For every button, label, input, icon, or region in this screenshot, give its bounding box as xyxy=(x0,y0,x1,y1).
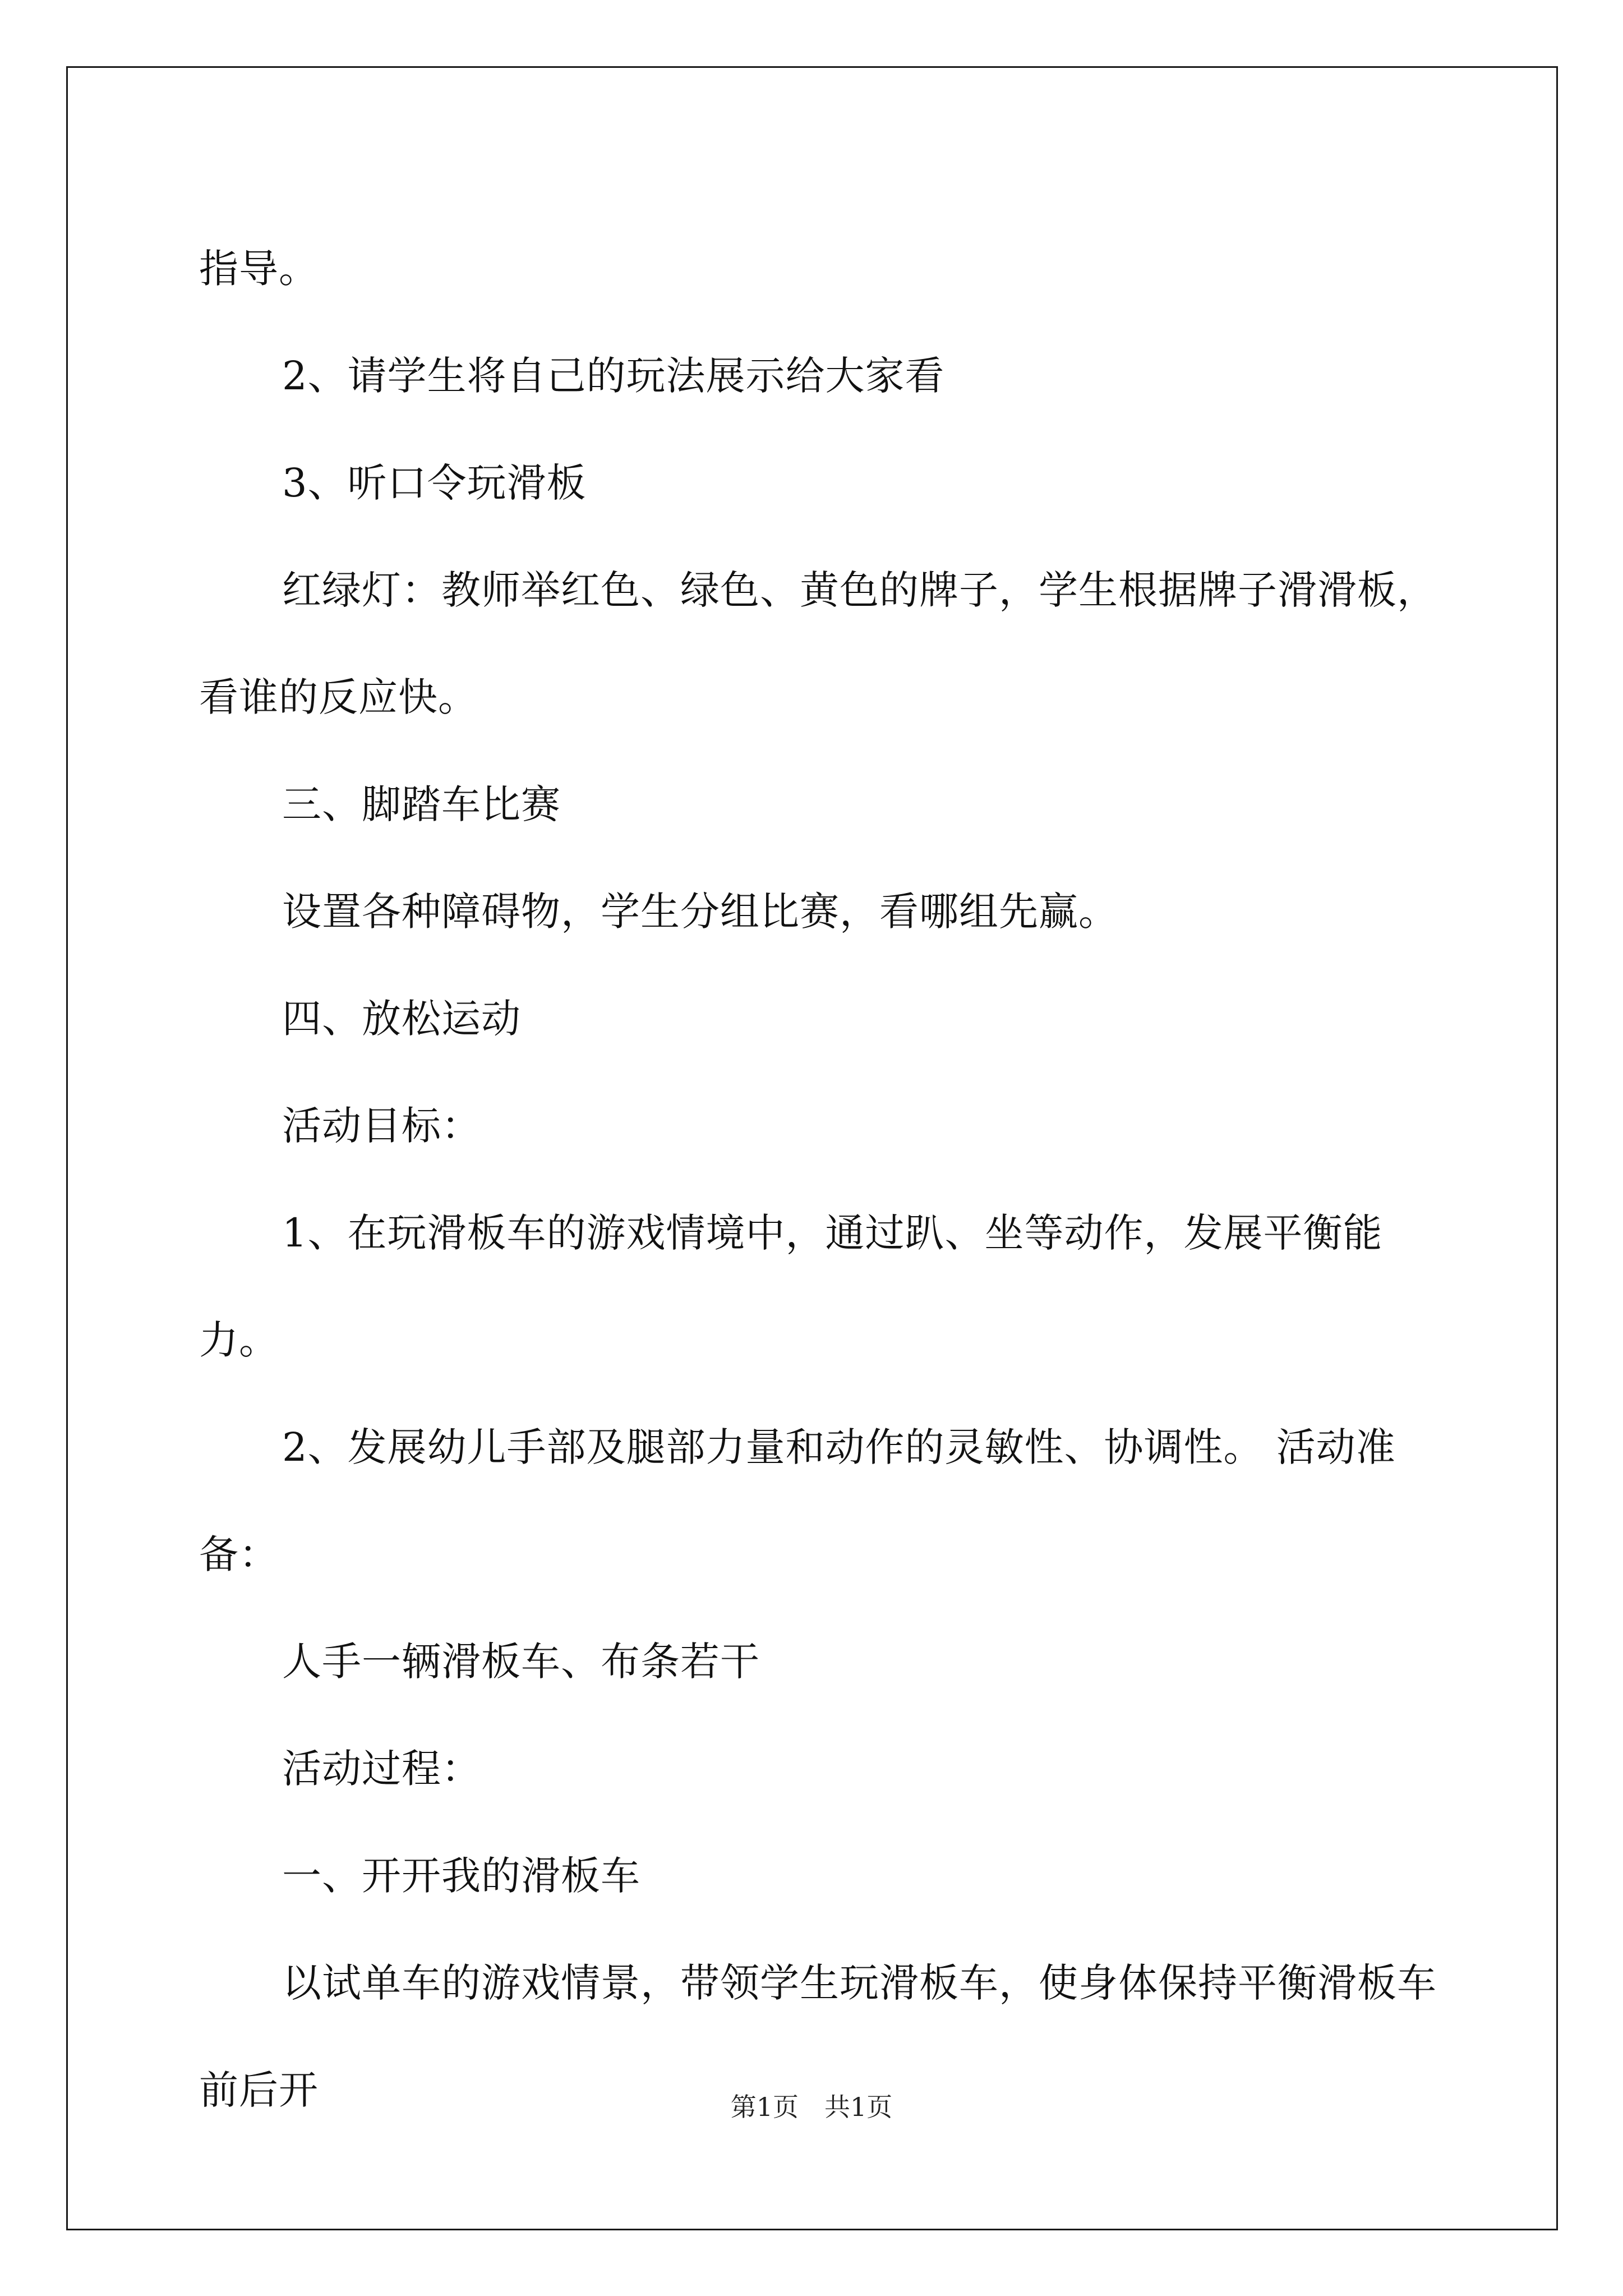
paragraph: 以试单车的游戏情景，带领学生玩滑板车，使身体保持平衡滑板车前后开 xyxy=(199,1960,1437,2113)
paragraph: 四、放松运动 xyxy=(282,996,521,1042)
paragraph: 活动目标： xyxy=(282,1103,481,1149)
paragraph: 红绿灯：教师举红色、绿色、黄色的牌子，学生根据牌子滑滑板，看谁的反应快。 xyxy=(199,567,1437,720)
paragraph: 1、在玩滑板车的游戏情境中，通过趴、坐等动作，发展平衡能力。 xyxy=(199,1210,1383,1363)
paragraph: 人手一辆滑板车、布条若干 xyxy=(282,1639,760,1685)
paragraph: 3、听口令玩滑板 xyxy=(282,460,587,506)
paragraph: 2、请学生将自己的玩法展示给大家看 xyxy=(282,353,945,399)
page-footer: 第1页 共1页 xyxy=(730,2092,893,2122)
paragraph: 2、发展幼儿手部及腿部力量和动作的灵敏性、协调性。 活动准备： xyxy=(199,1424,1396,1577)
paragraph: 三、脚踏车比赛 xyxy=(282,781,561,827)
document-body xyxy=(199,215,1438,2144)
paragraph: 一、开开我的滑板车 xyxy=(282,1853,640,1899)
paragraph: 指导。 xyxy=(199,246,319,292)
paragraph: 活动过程： xyxy=(282,1746,481,1792)
paragraph: 设置各种障碍物，学生分组比赛，看哪组先赢。 xyxy=(282,889,1118,935)
